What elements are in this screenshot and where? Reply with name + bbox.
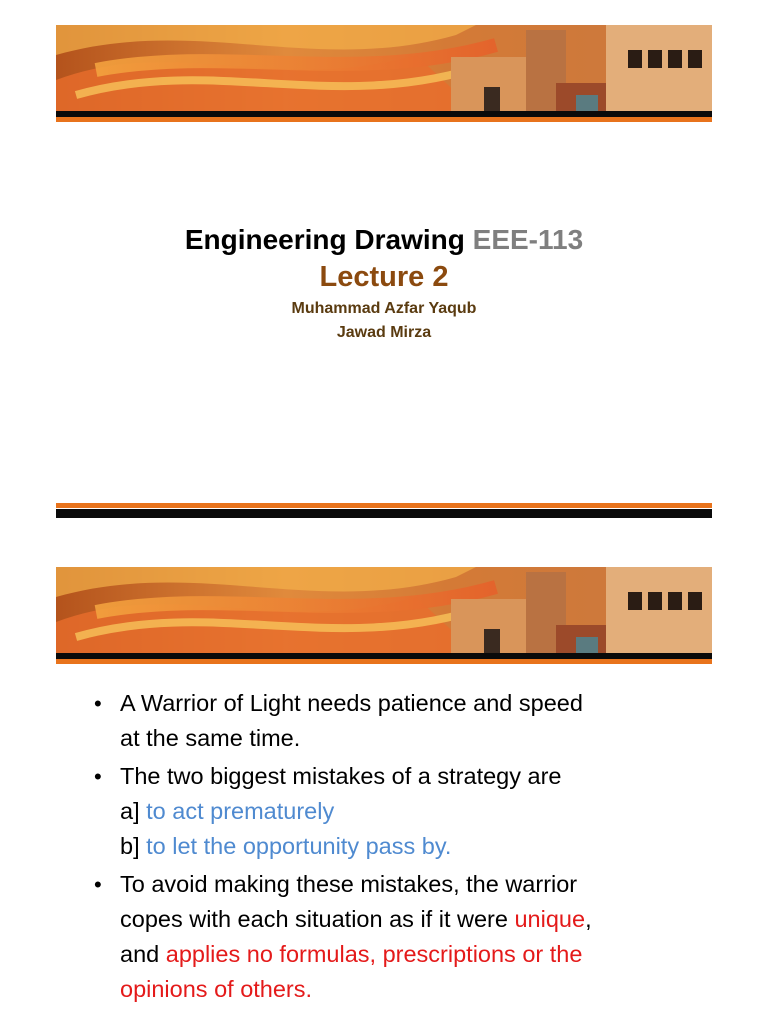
bullet-3-line-2-start: copes with each situation as if it were (120, 906, 515, 932)
bullet-2-b-prefix: b] (120, 833, 147, 859)
slide2-header-accent (56, 659, 712, 664)
bullet-list (90, 686, 690, 1010)
author-2: Jawad Mirza (336, 324, 432, 341)
slide1-footer-rule (56, 509, 712, 518)
bullet-2-a-prefix: a] (120, 798, 147, 824)
bullet-2-line-1: The two biggest mistakes of a strategy are (120, 763, 562, 789)
bullet-1-line-1: A Warrior of Light needs patience and speed (120, 690, 583, 716)
bullet-3-line-3-red: applies no formulas, prescriptions or the (165, 941, 583, 967)
bullet-item (90, 867, 690, 1007)
bullet-2-a-text: to act prematurely (146, 798, 335, 824)
bullet-1-line-2: at the same time. (120, 725, 301, 751)
slide1-header-banner (56, 25, 712, 111)
course-code: EEE-113 (472, 224, 584, 255)
slide2-header-banner (56, 567, 712, 653)
author-1: Muhammad Azfar Yaqub (291, 300, 477, 317)
slide1-title-block (56, 223, 712, 345)
slide1-footer-accent (56, 503, 712, 508)
bullet-3-line-2-end: , (585, 906, 592, 932)
slide1-header-accent (56, 117, 712, 122)
bullet-3-line-4-red: opinions of others. (120, 976, 313, 1002)
slide-title (56, 223, 712, 257)
lecture-number: Lecture 2 (319, 261, 449, 293)
title-text: Engineering Drawing (184, 224, 465, 255)
bullet-3-line-3-start: and (120, 941, 166, 967)
bullet-2-b-text: to let the opportunity pass by. (146, 833, 452, 859)
bullet-item (90, 759, 690, 864)
bullet-item (90, 686, 690, 756)
bullet-3-unique: unique (514, 906, 586, 932)
bullet-3-line-1: To avoid making these mistakes, the warrior (120, 871, 578, 897)
